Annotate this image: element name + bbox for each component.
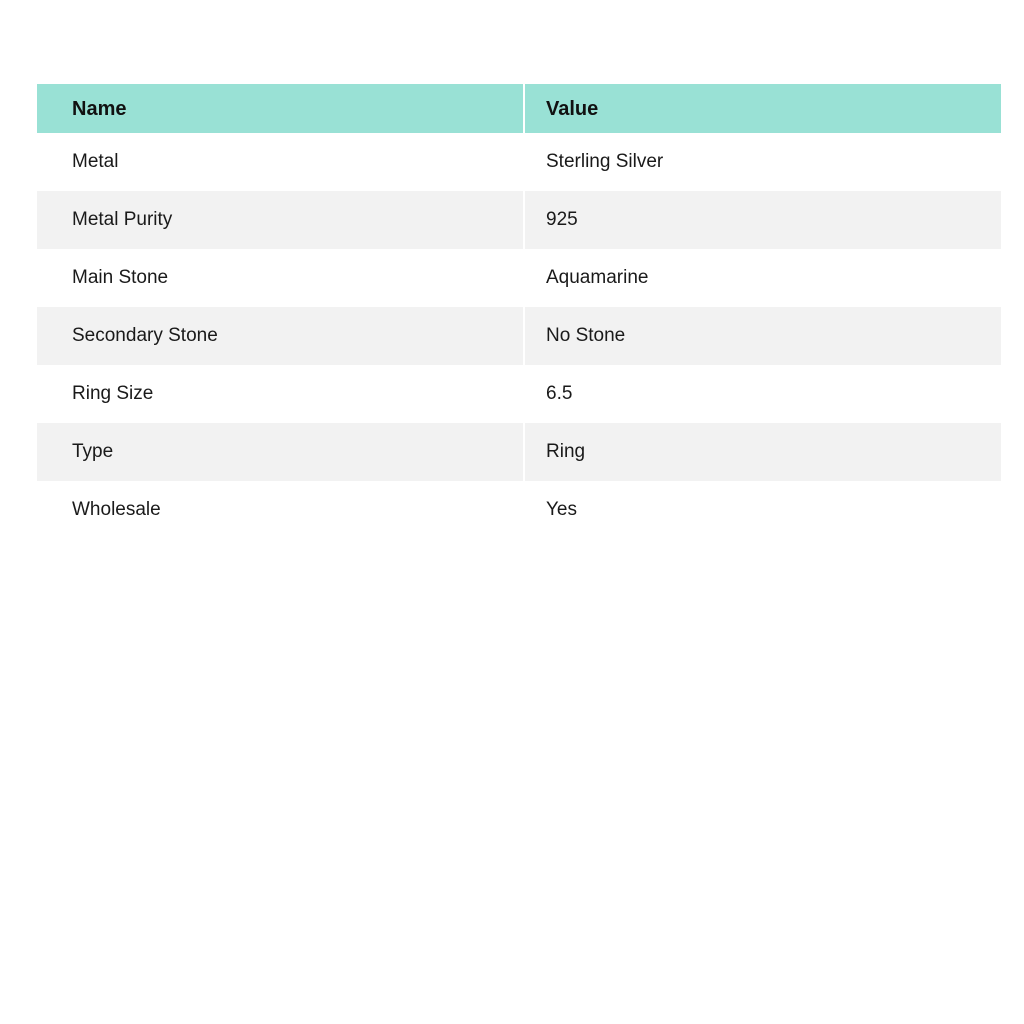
attr-value: Ring	[546, 440, 586, 462]
attr-name-cell	[37, 133, 523, 191]
table-row	[37, 133, 1001, 191]
table-header-row	[37, 84, 1001, 133]
attr-name: Main Stone	[72, 266, 169, 288]
table-row	[37, 307, 1001, 365]
header-cell-value	[525, 84, 1001, 133]
attr-name: Ring Size	[72, 382, 154, 404]
attr-name: Type	[72, 440, 114, 462]
attr-name: Secondary Stone	[72, 324, 218, 346]
attr-value: Sterling Silver	[546, 150, 664, 172]
attr-value-cell	[525, 423, 1001, 481]
table-row	[37, 481, 1001, 539]
attr-value-cell	[525, 307, 1001, 365]
attr-value-cell	[525, 191, 1001, 249]
attr-name-cell	[37, 423, 523, 481]
attr-value-cell	[525, 133, 1001, 191]
attr-value: Yes	[546, 498, 577, 520]
attr-name: Metal	[72, 150, 119, 172]
attr-name-cell	[37, 307, 523, 365]
attr-value: No Stone	[546, 324, 626, 346]
header-label-name: Name	[72, 97, 127, 120]
table-row	[37, 191, 1001, 249]
table-row	[37, 249, 1001, 307]
attr-value-cell	[525, 481, 1001, 539]
table-row	[37, 423, 1001, 481]
attr-value: Aquamarine	[546, 266, 649, 288]
attr-value-cell	[525, 365, 1001, 423]
attr-value: 925	[546, 208, 578, 230]
attr-name: Metal Purity	[72, 208, 173, 230]
attr-name-cell	[37, 249, 523, 307]
header-label-value: Value	[546, 97, 599, 120]
attr-value-cell	[525, 249, 1001, 307]
attr-value: 6.5	[546, 382, 573, 404]
attr-name-cell	[37, 365, 523, 423]
header-cell-name	[37, 84, 523, 133]
table-row	[37, 365, 1001, 423]
attr-name-cell	[37, 481, 523, 539]
attr-name-cell	[37, 191, 523, 249]
attr-name: Wholesale	[72, 498, 161, 520]
attributes-table	[37, 84, 1001, 539]
